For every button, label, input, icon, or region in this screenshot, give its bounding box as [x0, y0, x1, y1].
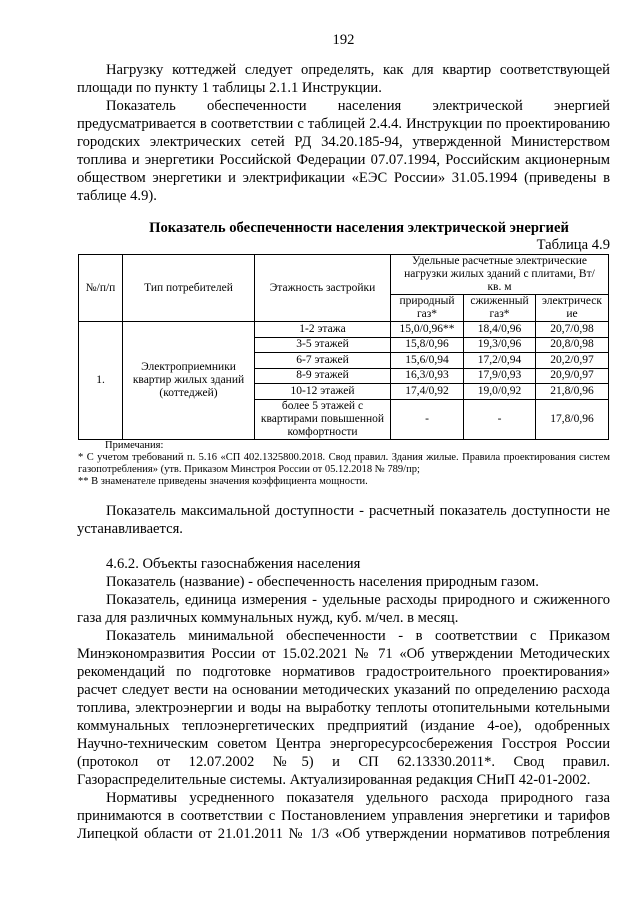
cell-floors: более 5 этажей с квартирами повышенной комфортности	[255, 399, 391, 439]
paragraph-indicator-unit: Показатель, единица измерения - удельные расходы природного и сжиженного газа для различных коммунальных нужд, куб. м/чел. в месяц.	[77, 591, 610, 626]
availability-paragraph: Показатель максимальной доступности - расчетный показатель доступности не устанавливается.	[77, 502, 610, 537]
cell-natural-gas: 15,6/0,94	[391, 353, 464, 369]
cell-natural-gas: 15,0/0,96**	[391, 322, 464, 338]
cell-consumer-type: Электроприемники квартир жилых зданий (коттеджей)	[123, 322, 255, 440]
header-liquefied-gas: сжиженный газ*	[464, 295, 536, 322]
page-number: 192	[332, 32, 355, 48]
header-natural-gas: природный газ*	[391, 295, 464, 322]
paragraph-minimum-provision: Показатель минимальной обеспеченности - в соответствии с Приказом Минэкономразвития России от 15.02.2021 № 71 «Об утверждении Методических рекомендаций по подготовке нормативов градостроительного проектирования» расчет следует вести на основании методических указаний по определению расхода топлива, электроэнергии и воды на выработку теплоты отопительными котельными коммунальных теплоэнергетических предприятий (издание 4-ое), одобренных Научно-техническим советом Центра энергоресурсосбережения Госстроя России (протокол от 12.07.2002 №5) и СП 62.13330.2011*. Свод правил. Газораспределительные системы. Актуализированная редакция СНиП 42-01-2002.	[77, 627, 610, 788]
header-number: №/п/п	[79, 255, 123, 322]
paragraph-indicator-name: Показатель (название) - обеспеченность населения природным газом.	[106, 573, 539, 590]
header-specific-loads	[391, 255, 609, 295]
note-power-factor: ** В знаменателе приведены значения коэффициента мощности.	[78, 476, 368, 488]
cell-natural-gas: 17,4/0,92	[391, 384, 464, 400]
cell-electric: 20,8/0,98	[536, 337, 609, 353]
header-specific-loads-label: Удельные расчетные электрические нагрузки жилых зданий с плитами, Вт/кв. м	[404, 255, 595, 293]
header-floors: Этажность застройки	[255, 255, 391, 322]
header-row-main	[79, 255, 609, 295]
notes-heading: Примечания:	[105, 439, 164, 451]
paragraph-electricity-indicator: Показатель обеспеченности населения электрической энергией предусматривается в соответствии с таблицей 2.4.4. Инструкции по проектированию городских электрических сетей РД 34.20.185-94, утвержденной Министерством топлива и энергетики Российской Федерации 07.07.1994, Российским акционерным обществом энергетики и электрификации «ЕЭС России» 31.05.1994 (приведены в таблице 4.9).	[77, 98, 610, 204]
paragraph-cottage-load: Нагрузку коттеджей следует определять, как для квартир соответствующей площади по пункту 1 таблицы 2.1.1 Инструкции.	[77, 62, 610, 96]
cell-floors: 1-2 этажа	[255, 322, 391, 338]
cell-electric: 20,2/0,97	[536, 353, 609, 369]
cell-liquefied-gas: 19,3/0,96	[464, 337, 536, 353]
cell-electric: 20,9/0,97	[536, 368, 609, 384]
cell-natural-gas: 15,8/0,96	[391, 337, 464, 353]
gas-supply-section	[77, 555, 610, 843]
cell-electric: 17,8/0,96	[536, 399, 609, 439]
table-title: Показатель обеспеченности населения электрической энергией	[149, 220, 569, 236]
table-notes	[78, 440, 610, 489]
cell-floors: 10-12 этажей	[255, 384, 391, 400]
cell-liquefied-gas: 19,0/0,92	[464, 384, 536, 400]
note-gas-consumption-rules: * С учетом требований п. 5.16 «СП 402.1325800.2018. Свод правил. Здания жилые. Правила проектирования систем газопотребления» (утв. Приказом Минстроя России от 05.12.2018 № 789/пр;	[78, 451, 610, 476]
cell-liquefied-gas: 17,9/0,93	[464, 368, 536, 384]
cell-floors: 6-7 этажей	[255, 353, 391, 369]
header-consumer-type: Тип потребителей	[123, 255, 255, 322]
cell-electric: 20,7/0,98	[536, 322, 609, 338]
table-label: Таблица 4.9	[536, 237, 610, 253]
cell-floors: 8-9 этажей	[255, 368, 391, 384]
page-content	[77, 0, 610, 843]
paragraph-average-norms: Нормативы усредненного показателя удельного расхода природного газа принимаются в соответствии с Постановлением управления энергетики и тарифов Липецкой области от 21.01.2011 № 1/3 «Об утверждении нормативов потребления	[77, 789, 610, 842]
electric-load-table	[78, 254, 609, 440]
cell-floors: 3-5 этажей	[255, 337, 391, 353]
header-electric-stoves: электрические	[536, 295, 609, 322]
cell-liquefied-gas: -	[464, 399, 536, 439]
cell-liquefied-gas: 17,2/0,94	[464, 353, 536, 369]
cell-natural-gas: 16,3/0,93	[391, 368, 464, 384]
intro-section	[77, 61, 610, 205]
cell-row-number: 1.	[79, 322, 123, 440]
cell-liquefied-gas: 18,4/0,96	[464, 322, 536, 338]
section-heading: 4.6.2. Объекты газоснабжения населения	[106, 555, 361, 572]
cell-electric: 21,8/0,96	[536, 384, 609, 400]
cell-natural-gas: -	[391, 399, 464, 439]
table-row	[79, 322, 609, 338]
